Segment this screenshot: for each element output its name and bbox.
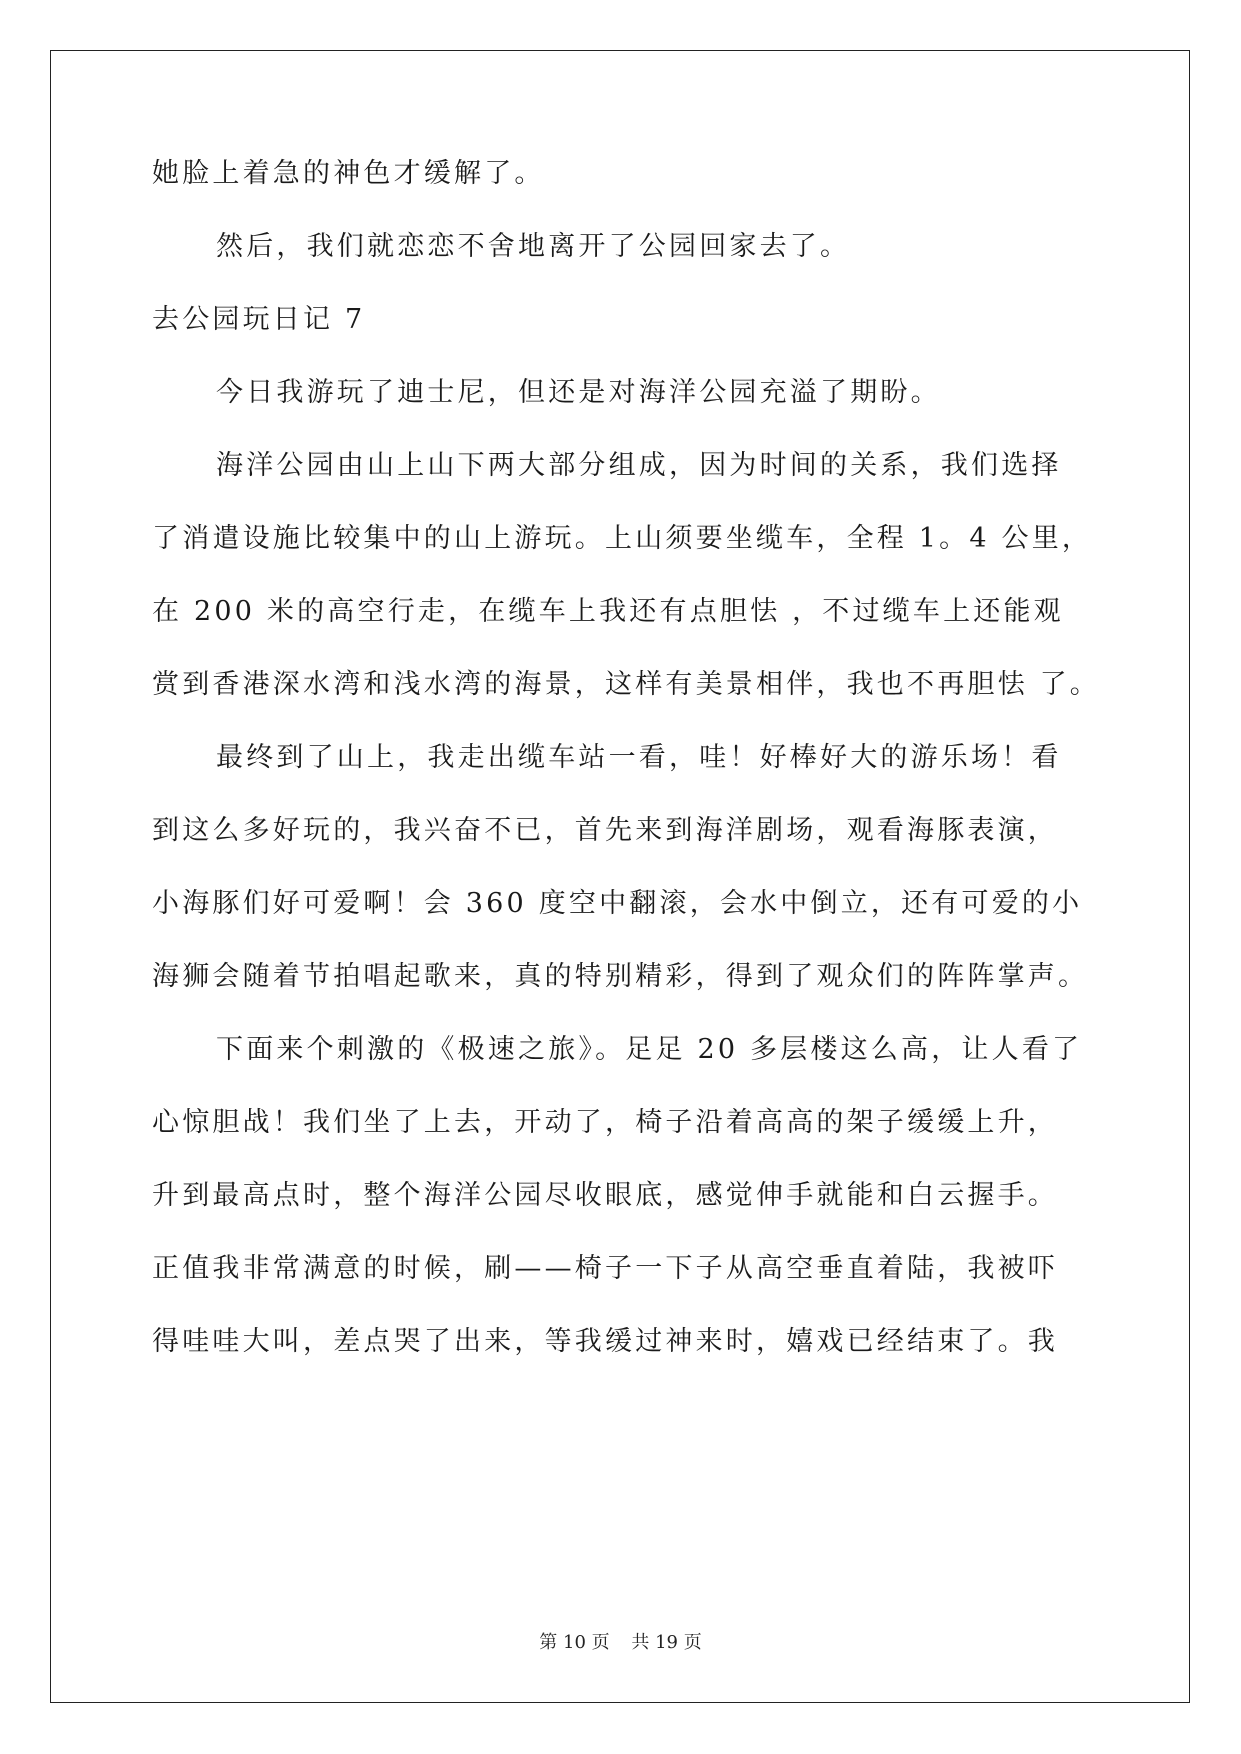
text-line: 今日我游玩了迪士尼，但还是对海洋公园充溢了期盼。 — [216, 377, 941, 408]
text-line: 在 200 米的高空行走，在缆车上我还有点胆怯 ，不过缆车上还能观 — [152, 596, 1064, 627]
page-total: 共 19 页 — [631, 1632, 702, 1653]
text-line: 下面来个刺激的《极速之旅》。足足 20 多层楼这么高，让人看了 — [216, 1034, 1083, 1065]
text-line: 升到最高点时，整个海洋公园尽收眼底，感觉伸手就能和白云握手。 — [152, 1180, 1058, 1211]
text-line: 海狮会随着节拍唱起歌来，真的特别精彩，得到了观众们的阵阵掌声。 — [152, 961, 1089, 992]
page-number: 第 10 页 — [539, 1632, 610, 1653]
text-line: 心惊胆战！我们坐了上去，开动了，椅子沿着高高的架子缓缓上升， — [152, 1107, 1058, 1138]
page-frame — [50, 50, 1190, 1703]
text-line: 她脸上着急的神色才缓解了。 — [152, 158, 545, 189]
page-footer — [0, 1628, 1241, 1654]
text-line: 海洋公园由山上山下两大部分组成，因为时间的关系，我们选择 — [216, 450, 1062, 481]
text-line: 最终到了山上，我走出缆车站一看，哇！好棒好大的游乐场！看 — [216, 742, 1062, 773]
text-line: 到这么多好玩的，我兴奋不已，首先来到海洋剧场，观看海豚表演， — [152, 815, 1058, 846]
text-line: 赏到香港深水湾和浅水湾的海景，这样有美景相伴，我也不再胆怯 了。 — [152, 669, 1100, 700]
text-line: 小海豚们好可爱啊！会 360 度空中翻滚，会水中倒立，还有可爱的小 — [152, 888, 1083, 919]
text-line: 得哇哇大叫，差点哭了出来，等我缓过神来时，嬉戏已经结束了。我 — [152, 1326, 1058, 1357]
text-line: 正值我非常满意的时候，刷——椅子一下子从高空垂直着陆，我被吓 — [152, 1253, 1058, 1284]
section-heading: 去公园玩日记 7 — [152, 304, 366, 335]
text-line: 了消遣设施比较集中的山上游玩。上山须要坐缆车，全程 1。4 公里， — [152, 523, 1093, 554]
text-line: 然后，我们就恋恋不舍地离开了公园回家去了。 — [216, 231, 851, 262]
